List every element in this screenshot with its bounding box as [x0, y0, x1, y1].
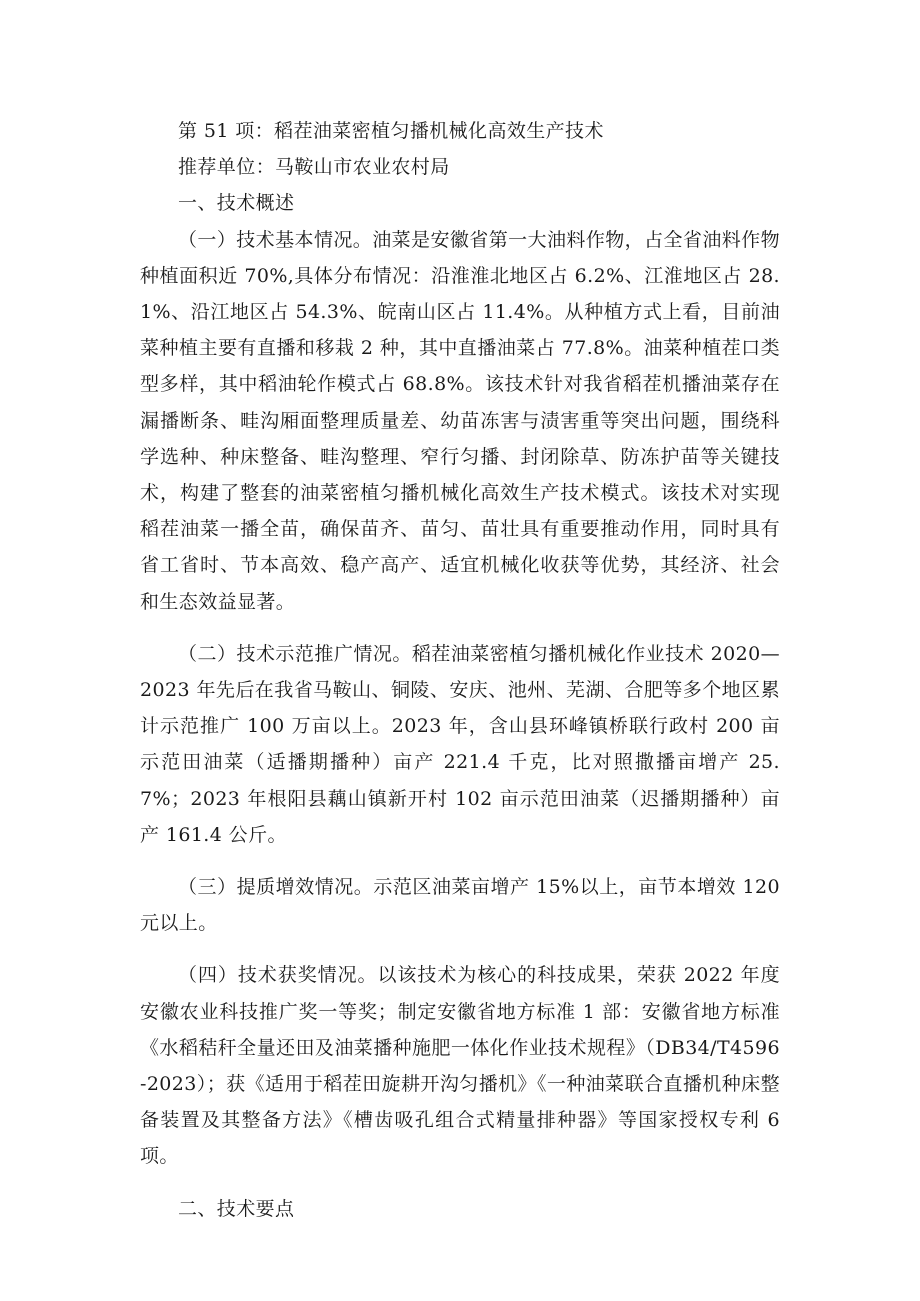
item-title: 第 51 项：稻茬油菜密植匀播机械化高效生产技术	[178, 120, 604, 142]
paragraph-basic-situation: （一）技术基本情况。油菜是安徽省第一大油料作物，占全省油料作物种植面积近 70%,具体分布情况：沿淮淮北地区占 6.2%、江淮地区占 28.1%、沿江地区占 54.3%、皖南山区占 11.4%。从种植方式上看，目前油菜种植主要有直播和移栽 2 种，其中直播油菜占 77.8%。油菜种植茬口类型多样，其中稻油轮作模式占 68.8%。该技术针对我省稻茬机播油菜存在漏播断条、畦沟厢面整理质量差、幼苗冻害与渍害重等突出问题，围绕科学选种、种床整备、畦沟整理、窄行匀播、封闭除草、防冻护苗等关键技术，构建了整套的油菜密植匀播机械化高效生产技术模式。该技术对实现稻茬油菜一播全苗，确保苗齐、苗匀、苗壮具有重要推动作用，同时具有省工省时、节本高效、稳产高产、适宜机械化收获等优势，其经济、社会和生态效益显著。	[140, 228, 780, 613]
recommending-unit: 推荐单位：马鞍山市农业农村局	[178, 156, 450, 179]
paragraph-gap	[140, 1175, 780, 1191]
paragraph-gap	[140, 853, 780, 869]
section-heading-key-points: 二、技术要点	[178, 1197, 295, 1220]
paragraph-awards: （四）技术获奖情况。以该技术为核心的科技成果，荣获 2022 年度安徽农业科技推广奖一等奖；制定安徽省地方标准 1 部：安徽省地方标准《水稻秸秆全量还田及油菜播种施肥一体化作业技术规程》（DB34/T4596-2023）；获《适用于稻茬田旋耕开沟匀播机》《一种油菜联合直播机种床整备装置及其整备方法》《槽齿吸孔组合式精量排种器》等国家授权专利 6 项。	[140, 964, 780, 1168]
paragraph-gap	[140, 620, 780, 636]
section-heading-overview: 一、技术概述	[178, 192, 295, 215]
document-body	[140, 113, 780, 1227]
paragraph-gap	[140, 941, 780, 957]
paragraph-quality-efficiency: （三）提质增效情况。示范区油菜亩增产 15%以上，亩节本增效 120 元以上。	[140, 876, 780, 935]
paragraph-demonstration: （二）技术示范推广情况。稻茬油菜密植匀播机械化作业技术 2020—2023 年先后在我省马鞍山、铜陵、安庆、池州、芜湖、合肥等多个地区累计示范推广 100 万亩以上。2023 年，含山县环峰镇桥联行政村 200 亩示范田油菜（适播期播种）亩产 221.4 千克，比对照撒播亩增产 25.7%；2023 年根阳县藕山镇新开村 102 亩示范田油菜（迟播期播种）亩产 161.4 公斤。	[140, 642, 780, 846]
